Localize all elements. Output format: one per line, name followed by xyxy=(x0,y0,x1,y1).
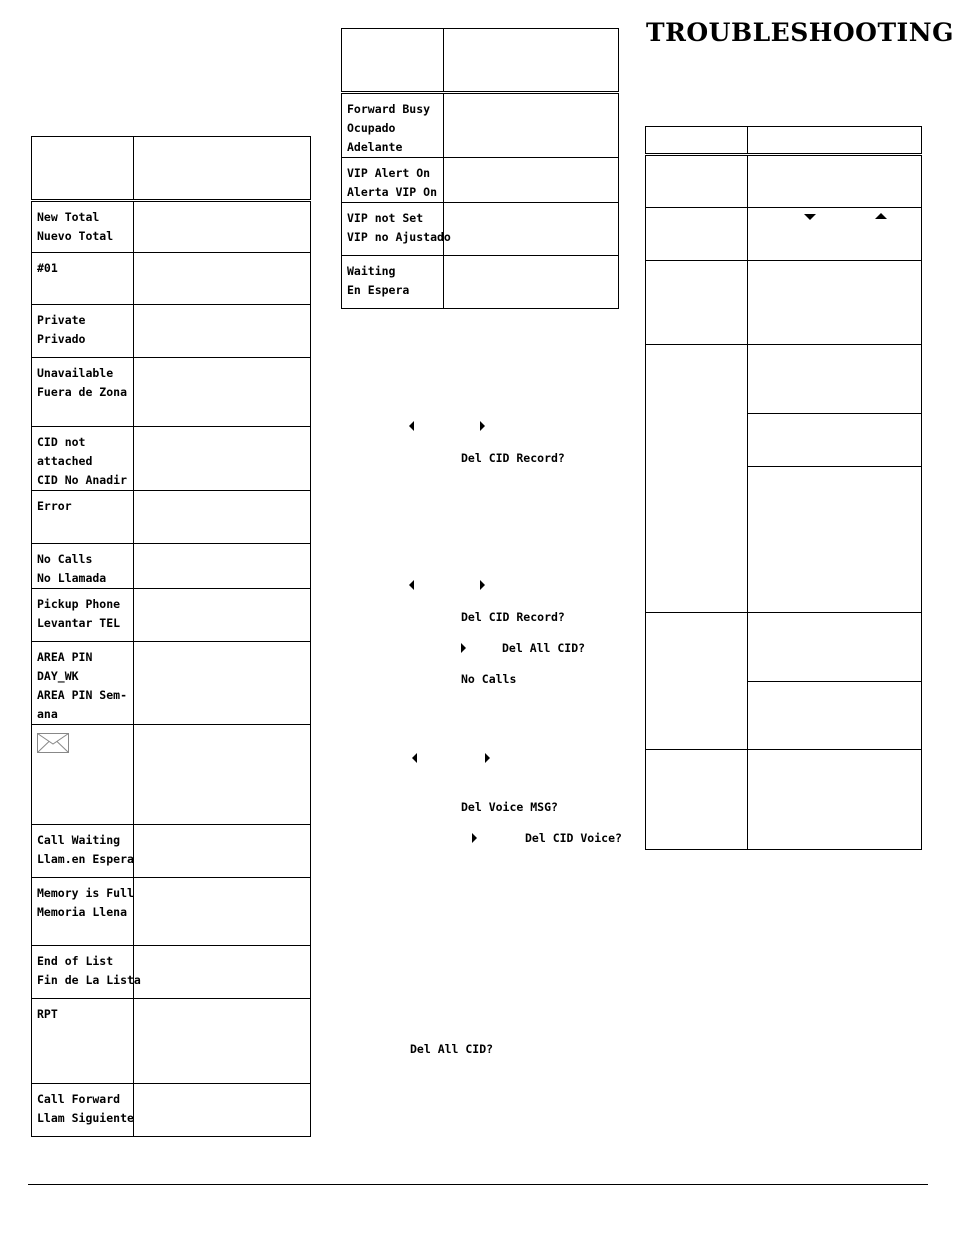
message-cell xyxy=(32,305,134,358)
table-header-row xyxy=(646,127,922,155)
del-cid-record-text: Del CID Record? xyxy=(461,451,565,465)
description-cell xyxy=(134,825,311,878)
message-cell xyxy=(32,253,134,305)
table-row xyxy=(646,261,922,345)
message-text: attached xyxy=(37,454,93,468)
message-text: Error xyxy=(37,499,72,513)
message-text: Private xyxy=(37,313,86,327)
description-cell xyxy=(134,946,311,999)
message-text: Llam Siguiente xyxy=(37,1111,134,1125)
message-cell xyxy=(32,358,134,427)
description-cell xyxy=(134,1084,311,1137)
table-row xyxy=(32,946,311,999)
message-text: End of List xyxy=(37,954,114,968)
table-row xyxy=(646,345,922,414)
description-cell xyxy=(134,201,311,253)
table-row xyxy=(646,155,922,208)
table-row xyxy=(646,750,922,850)
description-cell xyxy=(444,93,619,158)
no-calls-text: No Calls xyxy=(461,672,517,686)
message-text: Privado xyxy=(37,332,86,346)
table-row xyxy=(32,725,311,825)
message-cell xyxy=(342,93,444,158)
message-text: Forward Busy xyxy=(347,102,431,116)
description-cell xyxy=(134,358,311,427)
table-cell xyxy=(646,750,748,850)
del-cid-voice-text: Del CID Voice? xyxy=(525,831,622,845)
table-row xyxy=(32,358,311,427)
table-cell xyxy=(748,345,922,414)
table-cell xyxy=(748,261,922,345)
message-text: Levantar TEL xyxy=(37,616,121,630)
table-cell xyxy=(646,261,748,345)
table-cell xyxy=(748,208,922,261)
del-voice-msg-text: Del Voice MSG? xyxy=(461,800,558,814)
triangle-right-icon xyxy=(472,833,477,843)
message-text: DAY_WK xyxy=(37,669,79,683)
message-text: #01 xyxy=(37,261,58,275)
table-header-row xyxy=(342,29,619,93)
table-row xyxy=(32,642,311,725)
table-row xyxy=(32,491,311,544)
message-text: New Total xyxy=(37,210,100,224)
message-text: VIP not Set xyxy=(347,211,424,225)
message-text: Ocupado xyxy=(347,121,396,135)
triangle-left-icon xyxy=(409,580,414,590)
message-text: AREA PIN Sem- xyxy=(37,688,128,702)
description-cell xyxy=(134,725,311,825)
message-cell xyxy=(32,544,134,589)
table-cell xyxy=(748,682,922,750)
table-cell xyxy=(748,750,922,850)
table-row xyxy=(342,203,619,256)
table-row xyxy=(32,1084,311,1137)
message-text: CID not xyxy=(37,435,86,449)
message-cell xyxy=(32,491,134,544)
del-all-cid-text: Del All CID? xyxy=(410,1042,494,1056)
triangle-right-icon xyxy=(485,753,490,763)
table-cell xyxy=(748,613,922,682)
description-cell xyxy=(134,999,311,1084)
message-cell xyxy=(32,878,134,946)
troubleshooting-table xyxy=(645,126,922,850)
table-row xyxy=(32,878,311,946)
message-cell xyxy=(32,725,134,825)
table-row xyxy=(646,613,922,682)
message-cell xyxy=(32,589,134,642)
message-text: No Llamada xyxy=(37,571,107,585)
message-text: AREA PIN xyxy=(37,650,93,664)
table-row xyxy=(342,158,619,203)
message-text: Nuevo Total xyxy=(37,229,114,243)
message-text: VIP no Ajustado xyxy=(347,230,451,244)
page-title: TROUBLESHOOTING xyxy=(646,18,954,47)
message-cell xyxy=(32,999,134,1084)
message-text: Fuera de Zona xyxy=(37,385,128,399)
table-cell xyxy=(748,155,922,208)
header-cell xyxy=(32,137,134,201)
del-all-cid-text: Del All CID? xyxy=(502,641,586,655)
description-cell xyxy=(134,544,311,589)
envelope-icon xyxy=(37,733,129,759)
table-row xyxy=(32,825,311,878)
message-text: RPT xyxy=(37,1007,58,1021)
message-cell xyxy=(32,201,134,253)
table-cell xyxy=(646,155,748,208)
table-row xyxy=(32,589,311,642)
header-cell xyxy=(134,137,311,201)
header-cell xyxy=(646,127,748,155)
message-text: ana xyxy=(37,707,58,721)
table-cell xyxy=(646,613,748,750)
table-row xyxy=(32,305,311,358)
description-cell xyxy=(444,256,619,309)
message-cell xyxy=(342,256,444,309)
table-cell xyxy=(646,345,748,613)
message-text: Llam.en Espera xyxy=(37,852,134,866)
description-cell xyxy=(134,305,311,358)
triangle-right-icon xyxy=(480,580,485,590)
message-cell xyxy=(32,1084,134,1137)
table-header-row xyxy=(32,137,311,201)
table-row xyxy=(32,253,311,305)
table-row xyxy=(342,93,619,158)
table-row xyxy=(32,999,311,1084)
message-text: Memoria Llena xyxy=(37,905,128,919)
triangle-down-icon xyxy=(804,214,816,220)
del-cid-record-text: Del CID Record? xyxy=(461,610,565,624)
triangle-left-icon xyxy=(412,753,417,763)
description-cell xyxy=(134,253,311,305)
message-cell xyxy=(342,158,444,203)
message-text: Call Forward xyxy=(37,1092,121,1106)
message-text: VIP Alert On xyxy=(347,166,431,180)
message-cell xyxy=(342,203,451,256)
table-row xyxy=(32,201,311,253)
table-row xyxy=(342,256,619,309)
description-cell xyxy=(134,642,311,725)
triangle-right-icon xyxy=(480,421,485,431)
message-text: Unavailable xyxy=(37,366,114,380)
message-text: CID No Anadir xyxy=(37,473,128,487)
triangle-left-icon xyxy=(409,421,414,431)
message-text: No Calls xyxy=(37,552,93,566)
description-cell xyxy=(444,158,619,203)
description-cell xyxy=(134,491,311,544)
description-cell xyxy=(134,427,311,491)
header-cell xyxy=(444,29,619,93)
header-cell xyxy=(342,29,444,93)
message-cell xyxy=(32,427,134,491)
message-cell xyxy=(32,825,134,878)
message-text: Waiting xyxy=(347,264,396,278)
message-cell xyxy=(32,642,134,725)
table-cell xyxy=(748,467,922,613)
footer-rule xyxy=(28,1184,928,1185)
triangle-up-icon xyxy=(875,213,887,219)
left-message-table xyxy=(31,136,311,1137)
message-text: Call Waiting xyxy=(37,833,121,847)
message-text: Memory is Full xyxy=(37,886,134,900)
table-cell xyxy=(748,414,922,467)
message-text: Adelante xyxy=(347,140,403,154)
table-row xyxy=(646,208,922,261)
description-cell xyxy=(134,878,311,946)
triangle-right-icon xyxy=(461,643,466,653)
message-text: Alerta VIP On xyxy=(347,185,438,199)
message-text: En Espera xyxy=(347,283,410,297)
header-cell xyxy=(748,127,922,155)
mid-message-table xyxy=(341,28,619,309)
table-cell xyxy=(646,208,748,261)
description-cell xyxy=(444,203,619,256)
message-text: Fin de La Lista xyxy=(37,973,141,987)
message-text: Pickup Phone xyxy=(37,597,121,611)
table-row xyxy=(32,544,311,589)
description-cell xyxy=(134,589,311,642)
table-row xyxy=(32,427,311,491)
message-cell xyxy=(32,946,141,999)
